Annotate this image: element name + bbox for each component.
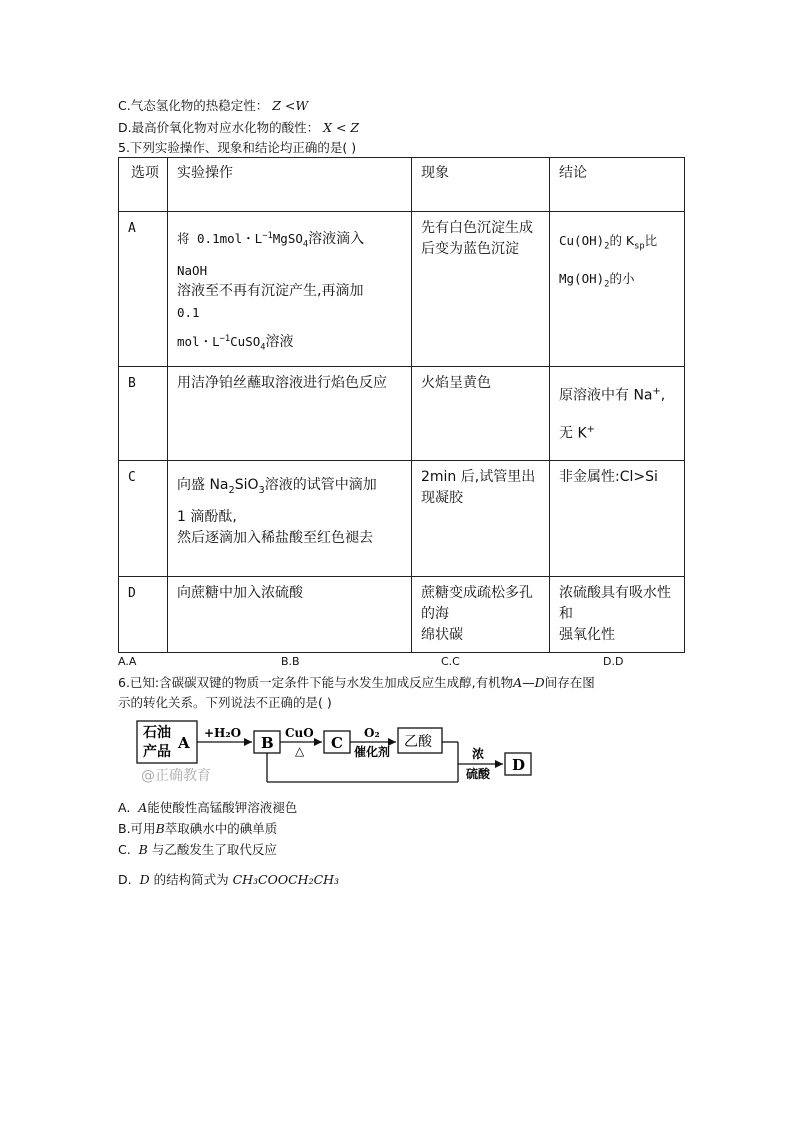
q6-option-b: B.可用B萃取碘水中的碘单质 [118,821,278,836]
label-add-water: +H₂O [204,726,242,740]
q4-option-d-label: D.最高价氧化物对应水化物的酸性： [118,120,320,135]
q4-option-c-expr: Z <W [272,98,309,113]
row-b-conclusion: 原溶液中有 Na+, 无 K+ [550,367,685,461]
q4-option-d-expr: X < Z [323,120,360,135]
q5-stem: 5.下列实验操作、现象和结论均正确的是( ) [118,140,357,155]
row-a-operation: 将 0.1mol・$L^{-1}MgSO_4$溶液滴入 NaOH 溶液至不再有沉淀产生,再滴加 0.1 mol・$L^{-1}CuSO_4$溶液 [168,212,412,367]
label-petroleum-1: 石油 [143,725,171,741]
q6-stem-line2: 示的转化关系。下列说法不正确的是( ) [118,695,332,710]
label-conc: 浓 [472,747,485,761]
row-a-conclusion: $Cu(OH)_2$的 $K_{sp}$比 $Mg(OH)_2$的小 [550,212,685,367]
row-key: A [119,212,168,367]
table-row [119,367,685,461]
row-a-phenomenon: 先有白色沉淀生成后变为蓝色沉淀 [412,212,550,367]
label-oxygen: O₂ [364,726,380,740]
q5-option-a: A.A [118,655,137,668]
label-a: A [178,734,190,752]
row-key: B [119,367,168,461]
label-cuo: CuO [285,726,314,740]
q5-table [118,157,685,653]
q4-option-d [118,120,359,136]
label-petroleum-2: 产品 [143,744,171,760]
row-b-operation: 用洁净铂丝蘸取溶液进行焰色反应 [168,367,412,461]
row-key: C [119,461,168,577]
header-operation: 实验操作 [168,158,412,212]
label-c: C [331,734,343,752]
watermark: @正确教育 [141,768,211,784]
q6-option-c: C. B 与乙酸发生了取代反应 [118,842,277,857]
row-c-conclusion: 非金属性:Cl>Si [550,461,685,577]
q6-option-a: A. A能使酸性高锰酸钾溶液褪色 [118,800,298,815]
row-d-conclusion: 浓硫酸具有吸水性和 强氧化性 [550,577,685,653]
row-c-operation: 向盛 $Na_2SiO_3$溶液的试管中滴加 1 滴酚酞, 然后逐滴加入稀盐酸至红色褪去 [168,461,412,577]
q6-stem-line1: 6.已知:含碳碳双键的物质一定条件下能与水发生加成反应生成醇,有机物A—D间存在图 [118,675,595,690]
table-row [119,461,685,577]
row-d-phenomenon: 蔗糖变成疏松多孔的海 绵状碳 [412,577,550,653]
label-heat: △ [295,744,305,758]
header-option: 选项 [119,158,168,212]
header-conclusion: 结论 [550,158,685,212]
q4-option-c [118,98,308,114]
q5-option-b: B.B [281,655,300,668]
table-header-row [119,158,685,212]
label-sulfuric-acid: 硫酸 [466,767,491,781]
q5-option-d: D.D [603,655,624,668]
row-b-phenomenon: 火焰呈黄色 [412,367,550,461]
table-row [119,212,685,367]
label-acetic-acid: 乙酸 [404,734,432,750]
q4-option-c-label: C.气态氢化物的热稳定性： [118,98,269,113]
label-catalyst: 催化剂 [354,745,391,759]
q5-option-c: C.C [441,655,460,668]
row-key: D [119,577,168,653]
label-d: D [512,756,526,774]
label-b: B [261,734,274,752]
row-d-operation: 向蔗糖中加入浓硫酸 [168,577,412,653]
q6-option-d: D. D 的结构简式为 CH₃COOCH₂CH₃ [118,872,340,887]
header-phenomenon: 现象 [412,158,550,212]
table-row [119,577,685,653]
row-c-phenomenon: 2min 后,试管里出现凝胶 [412,461,550,577]
